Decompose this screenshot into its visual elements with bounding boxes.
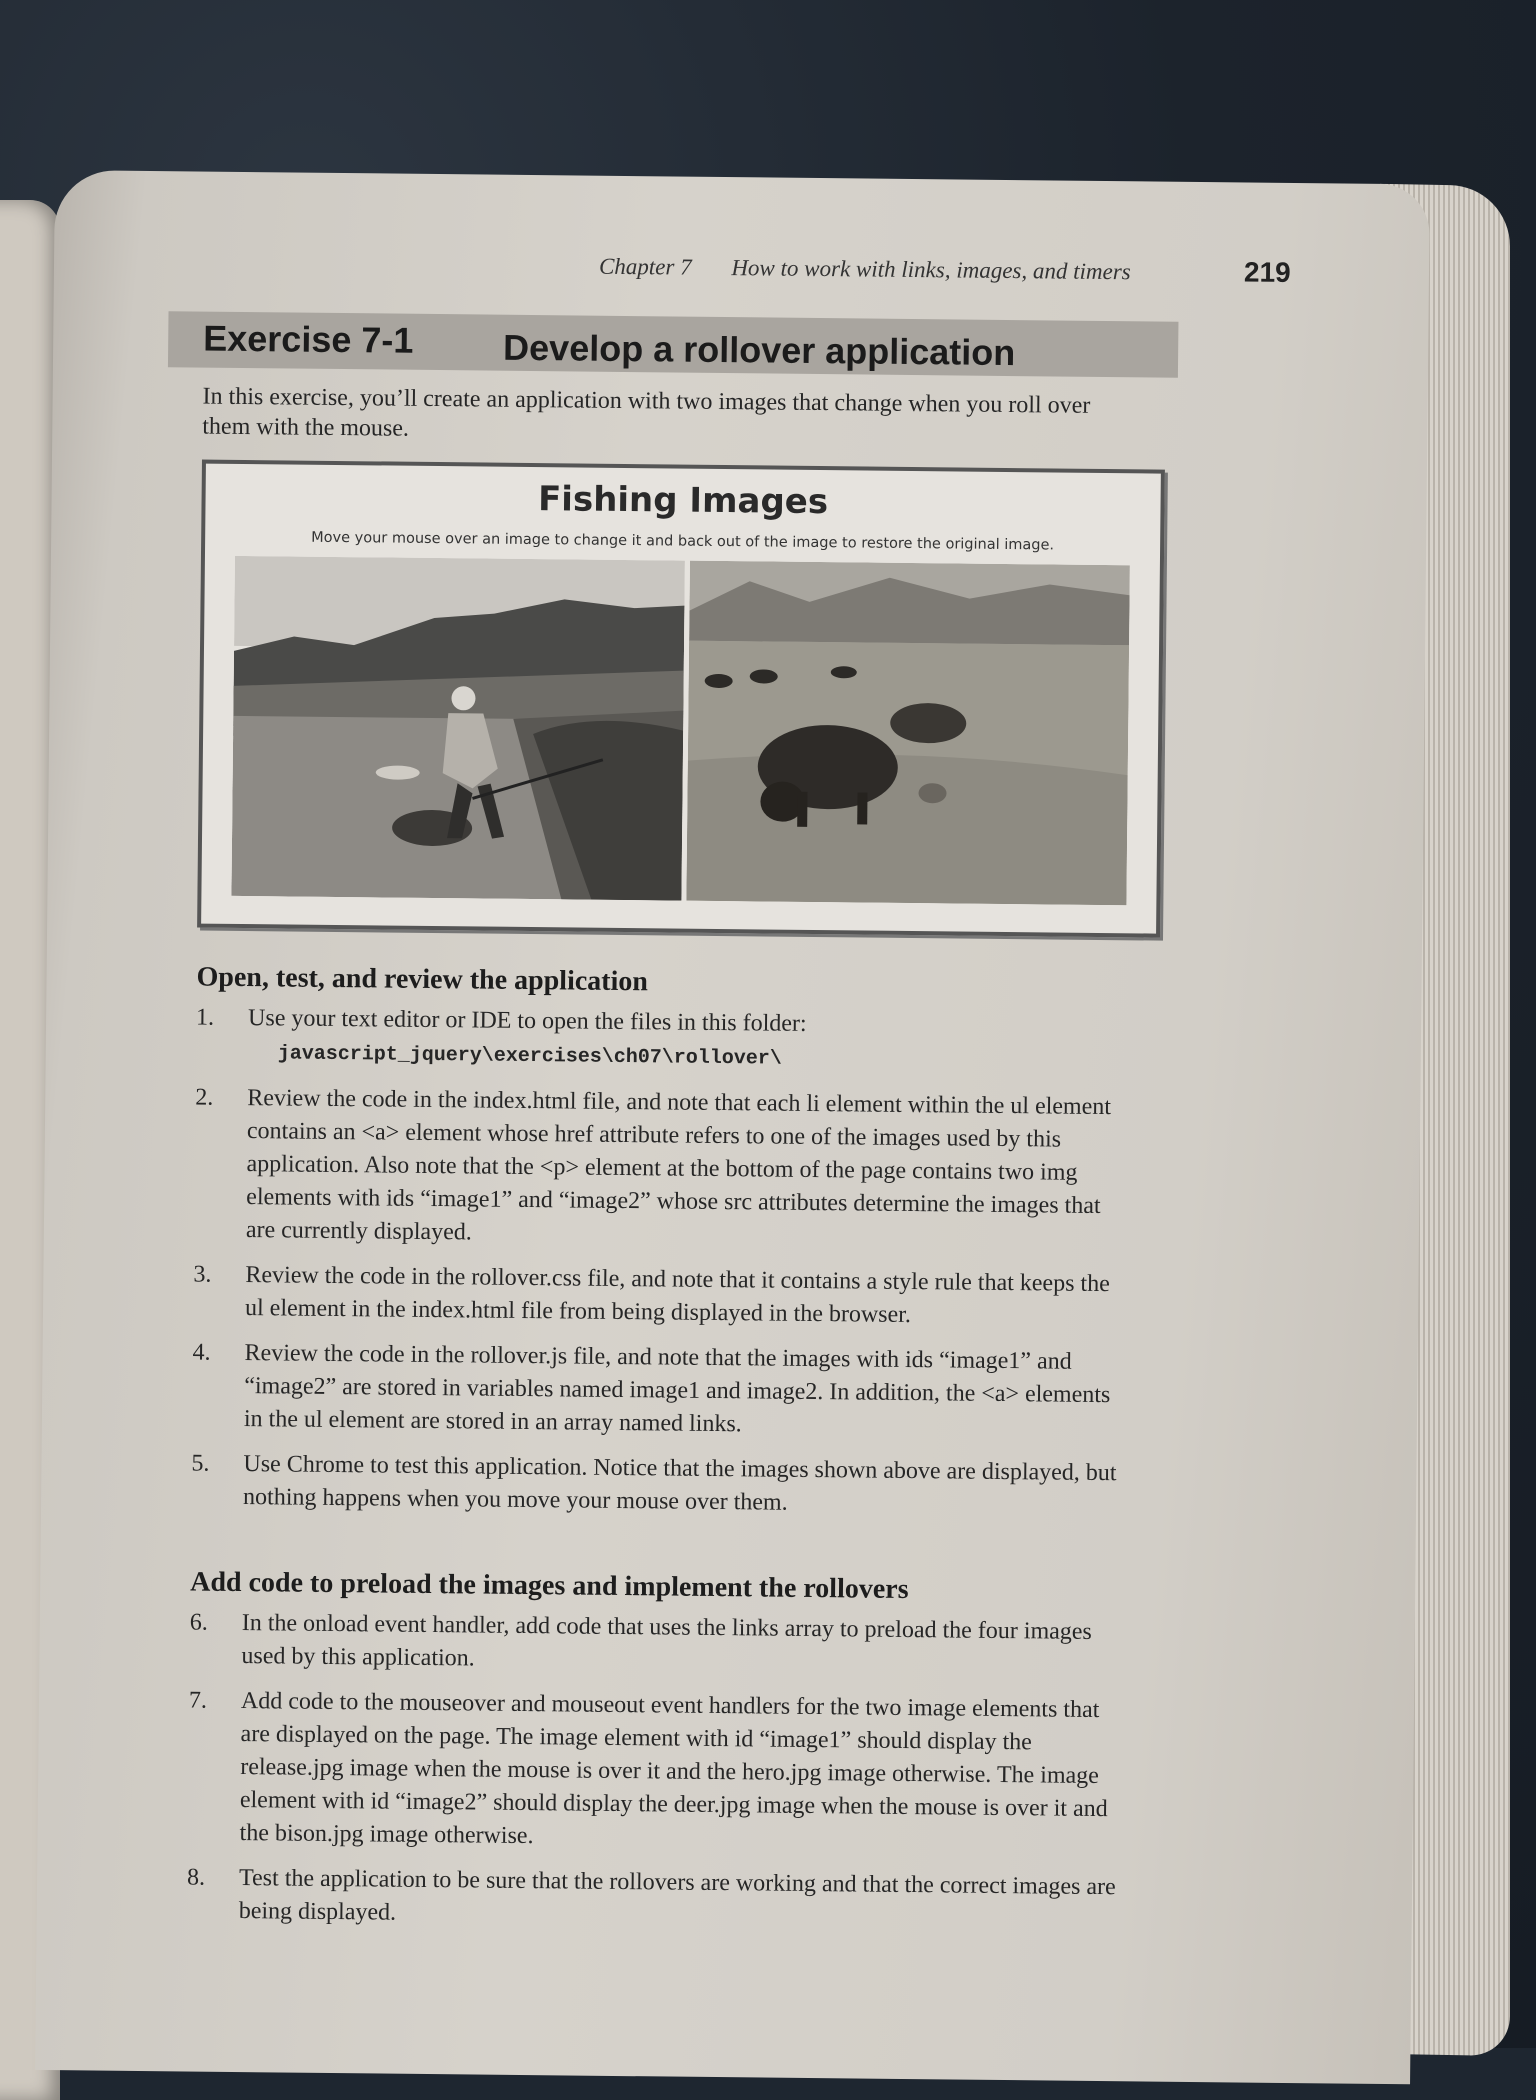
step-6 xyxy=(189,1606,1130,1682)
app-screenshot-figure xyxy=(197,460,1165,938)
step-number: 8. xyxy=(186,1864,206,1891)
section-heading-add-code: Add code to preload the images and implement the rollovers xyxy=(190,1566,909,1606)
step-4 xyxy=(192,1337,1133,1446)
book-page xyxy=(35,170,1430,2084)
exercise-number: Exercise 7-1 xyxy=(203,317,414,361)
chapter-label: Chapter 7 xyxy=(598,253,692,280)
folder-path: javascript_jquery\exercises\ch07\rollover\ xyxy=(277,1042,782,1071)
fisherman-photo xyxy=(231,556,685,901)
step-7 xyxy=(187,1684,1129,1859)
step-text: Review the code in the rollover.js file, and note that the images with ids “image1” and “image2” are stored in variables named image1 and image2. In addition, the <a> elements in the ul element are stored in an array named links. xyxy=(243,1340,1111,1438)
step-8 xyxy=(187,1861,1128,1937)
section-heading-open-test: Open, test, and review the application xyxy=(196,961,649,998)
step-5 xyxy=(191,1448,1132,1524)
step-text: Use Chrome to test this application. Notice that the images shown above are displayed, but nothing happens when you move your mouse over them. xyxy=(242,1451,1117,1516)
figure-subtitle: Move your mouse over an image to change it and back out of the image to restore the original image. xyxy=(311,529,1055,554)
steps-list-section2 xyxy=(186,1606,1129,1949)
chapter-title: How to work with links, images, and timers xyxy=(731,255,1131,285)
step-text: Review the code in the index.html file, and note that each li element within the ul element contains an <a> element whose href attribute refers to one of the images used by this application. Also note that the <p> element at the bottom of the page contains two img elements with ids “image1” and “image2” whose src attributes determine the images that are currently displayed. xyxy=(245,1085,1112,1246)
step-number: 3. xyxy=(193,1261,212,1288)
figure-title: Fishing Images xyxy=(537,479,829,523)
bison-photo xyxy=(686,561,1130,906)
exercise-intro: In this exercise, you’ll create an application with two images that change when you roll over them with the mouse. xyxy=(202,383,1091,442)
step-2 xyxy=(194,1082,1136,1257)
step-number: 5. xyxy=(191,1450,210,1477)
step-number: 1. xyxy=(195,1004,215,1031)
step-text: Use your text editor or IDE to open the files in this folder: xyxy=(247,1005,807,1037)
page-number: 219 xyxy=(1243,256,1291,288)
step-number: 4. xyxy=(192,1339,211,1366)
step-text: Review the code in the rollover.css file, and note that it contains a style rule that keeps the ul element in the index.html file from being displayed in the browser. xyxy=(244,1262,1110,1329)
step-text: In the onload event handler, add code that uses the links array to preload the four images used by this application. xyxy=(241,1610,1092,1672)
step-text: Add code to the mouseover and mouseout event handlers for the two image elements that are displayed on the page. The image element with id “image1” should display the release.jpg image when the mouse is over it and the hero.jpg image otherwise. The image element with id “image2” should display the deer.jpg image when the mouse is over it and the bison.jpg image otherwise. xyxy=(239,1688,1108,1850)
step-number: 6. xyxy=(189,1609,208,1636)
step-3 xyxy=(193,1259,1134,1335)
exercise-title: Develop a rollover application xyxy=(502,326,1016,374)
step-1 xyxy=(196,1002,1137,1080)
steps-list-section1 xyxy=(191,1002,1136,1536)
step-number: 2. xyxy=(195,1084,214,1111)
step-text: Test the application to be sure that the rollovers are working and that the correct images are being displayed. xyxy=(238,1865,1116,1926)
step-number: 7. xyxy=(188,1687,208,1714)
